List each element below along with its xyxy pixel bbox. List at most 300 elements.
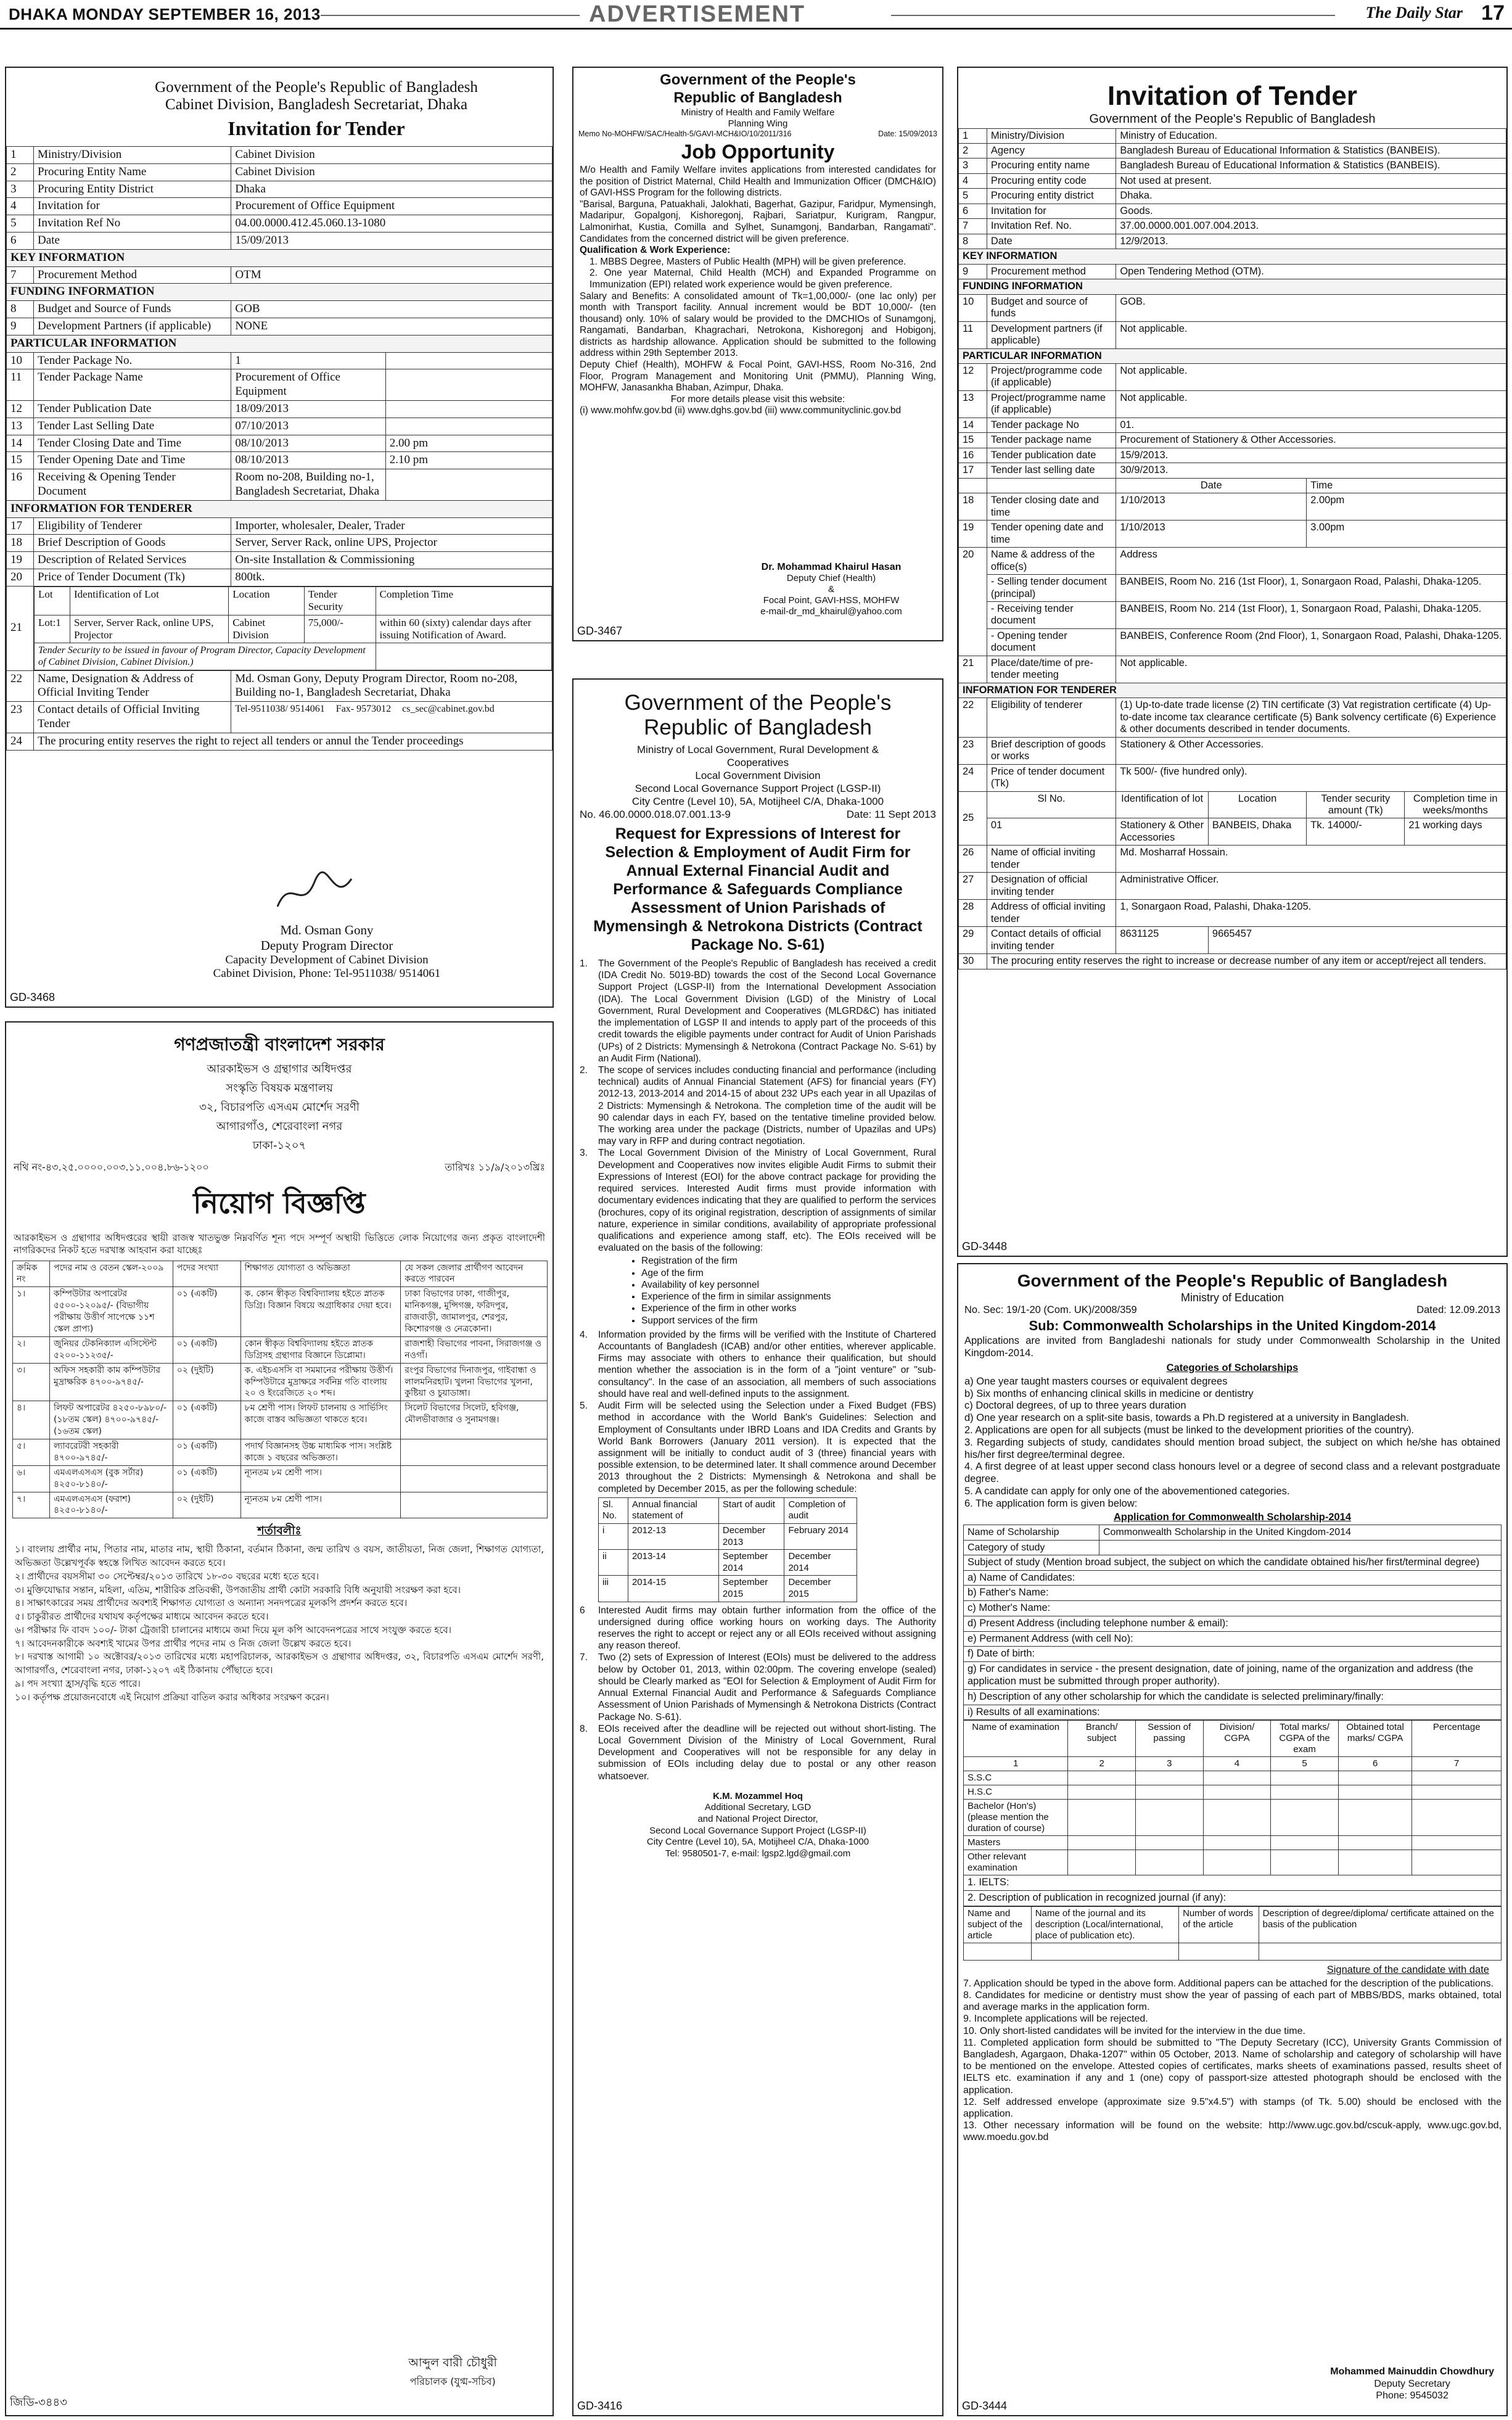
ad2-line5: আগারগাঁও, শেরেবাংলা নগর <box>216 1120 343 1133</box>
table-cell <box>401 1439 548 1465</box>
note-item: 10. Only short-listed candidates will be invited for the interview in the due time. <box>963 2025 1305 2036</box>
ad4-line7: City Centre (Level 10), 5A, Motijheel C/A, Dhaka-1000 <box>631 795 884 807</box>
list-item <box>580 1723 936 1782</box>
table-cell: 14 <box>7 435 34 452</box>
ad6-ministry: Ministry of Education <box>1180 1291 1284 1304</box>
table-cell: Session of passing <box>1135 1721 1203 1757</box>
table-row <box>13 1492 548 1518</box>
table-row <box>959 656 1506 683</box>
table-row <box>964 1540 1502 1555</box>
ad1-sig-org: Capacity Development of Cabinet Division <box>225 953 429 966</box>
newspaper-name: The Daily Star <box>1365 4 1463 22</box>
table-cell: 23 <box>959 737 987 764</box>
ad1-code: GD-3468 <box>10 991 55 1003</box>
table-cell: Budget and Source of Funds <box>34 301 231 318</box>
dateline: DHAKA MONDAY SEPTEMBER 16, 2013 <box>9 5 321 23</box>
table-cell: রংপুর বিভাগের দিনাজপুর, গাইবান্ধা ও লালমনিরহাট। খুলনা বিভাগের খুলনা, কুষ্টিয়া ও চুয়াডাঙ্গা। <box>401 1363 548 1401</box>
table-cell: 9 <box>7 318 34 335</box>
table-cell: Division/ CGPA <box>1203 1721 1271 1757</box>
ad4-sig-title: Additional Secretary, LGD <box>704 1802 811 1813</box>
table-cell: On-site Installation & Commissioning <box>231 552 553 569</box>
table-cell: Procurement Method <box>34 266 231 284</box>
note-item: 12. Self addressed envelope (approximate size 9.5"x4.5") with stamps (of Tk. 5.00) should be enclosed with the application. <box>963 2096 1502 2119</box>
table-cell: ii <box>599 1550 628 1576</box>
table-cell: 21 <box>959 656 987 683</box>
ad5-table <box>958 128 1506 969</box>
table-row <box>13 1287 548 1337</box>
table-cell: 10 <box>7 352 34 369</box>
table-cell: PARTICULAR INFORMATION <box>7 335 553 352</box>
table-row <box>959 219 1506 234</box>
table-row <box>959 791 1506 818</box>
table-cell: Procuring entity district <box>987 189 1116 204</box>
ad-job-opportunity <box>572 67 943 641</box>
contact-item: cs_sec@cabinet.gov.bd <box>402 704 495 715</box>
table-cell: 1 <box>959 128 987 143</box>
table-cell: 24 <box>7 733 34 750</box>
ad6-signature-line: Signature of the candidate with date <box>1326 1964 1489 1976</box>
form-field: a) Name of Candidates: <box>963 1571 1502 1586</box>
empty-cell <box>1338 1771 1412 1785</box>
table-cell: 1/10/2013 <box>1116 493 1307 521</box>
ad1-table <box>6 146 553 751</box>
table-cell <box>385 418 552 435</box>
ad2-sig-name: আব্দুল বারী চৌধুরী <box>408 2356 497 2369</box>
item-text: The Local Government Division of the Ministry of Local Government, Rural Development and Cooperatives now invites eligible Audit Firms to submit their Expressions of Interest (EOI) for the above contract package for providing the required services. Interested Audit firms must provide information with documentary evidences indicating that they are qualified to perform the services (brochures, copy of its original registration, description of assignments of similar nature, experience in similar conditions, availability of appropriate professional qualifications and experience among staff, etc). The EOIs received will be evaluated on the basis of the following: <box>598 1148 936 1254</box>
table-cell: 1 <box>231 352 385 369</box>
table-cell: Tender publication date <box>987 448 1116 463</box>
table-cell: Date <box>1116 478 1307 493</box>
ad3-para3: Salary and Benefits: A consolidated amount of Tk=1,00,000/- (one lac only) per month with Transport facility. Annual increment would be BDT 10,000/- (ten thousand) only. 10% of salary would be provided to the DMCHIOs of Sunamgonj, Rangamati, Bandarban, Khagrachari, Netrokona, Kishoregonj and Hobigonj, districts as hardship allowance. Application should be submitted to the following address within 29th September 2013. <box>580 290 936 359</box>
table-cell: Tender Last Selling Date <box>34 418 231 435</box>
table-row <box>959 418 1506 432</box>
item-text: Interested Audit firms may obtain further information from the office of the undersigned during office working hours on working days. The Authority reserves the right to accept or reject any or all EOIs received without assigning any reason thereof. <box>598 1605 936 1652</box>
table-row <box>959 683 1506 698</box>
ad1-title: Invitation for Tender <box>228 117 405 139</box>
table-cell: ০১ (একটি) <box>173 1439 240 1465</box>
table-cell: 2 <box>1068 1757 1136 1771</box>
table-cell: 24 <box>959 764 987 791</box>
table-cell: সিলেট বিভাগের সিলেট, হবিগঞ্জ, মৌলভীবাজার ও সুনামগঞ্জ। <box>401 1401 548 1439</box>
table-cell <box>401 1465 548 1492</box>
table-cell: 2012-13 <box>628 1524 718 1550</box>
table-cell: Bachelor (Hon's) (please mention the duration of course) <box>964 1800 1068 1836</box>
table-cell: Bangladesh Bureau of Educational Information & Statistics (BANBEIS). <box>1116 158 1506 173</box>
table-cell: 08/10/2013 <box>231 435 385 452</box>
table-cell: Start of audit <box>718 1497 784 1523</box>
table-cell: 7 <box>959 219 987 234</box>
ad4-line1: Government of the People's <box>624 691 892 715</box>
table-cell: Not applicable. <box>1116 390 1506 418</box>
bullet-item: • Age of the firm <box>641 1267 936 1279</box>
term-item: ৫। চাকুরীরত প্রার্থীদের যথাযথ কর্তৃপক্ষের মাধ্যমে আবেদন করতে হবে। <box>15 1611 269 1623</box>
table-row <box>959 548 1506 575</box>
ad2-terms-title: শর্তাবলীঃ <box>257 1524 302 1538</box>
ad1-sig-name: Md. Osman Gony <box>280 923 374 937</box>
ad6-form-title: Application for Commonwealth Scholarship-2014 <box>1113 1511 1352 1523</box>
table-cell: Eligibility of Tenderer <box>34 517 231 535</box>
empty-cell <box>1203 1836 1271 1850</box>
ad4-line3: Ministry of Local Government, Rural Development & <box>636 743 879 755</box>
form-field: Subject of study (Mention broad subject, the subject on which the candidate obtained his/her first/terminal degree) <box>963 1555 1502 1571</box>
form-field: b) Father's Name: <box>963 1586 1502 1601</box>
table-row <box>959 764 1506 791</box>
rule-item: 6. The application form is given below: <box>964 1497 1138 1509</box>
table-cell: 37.00.0000.001.007.004.2013. <box>1116 219 1506 234</box>
ad4-date: Date: 11 Sept 2013 <box>846 808 936 820</box>
table-cell: Stationery & Other Accessories <box>1116 818 1209 846</box>
table-cell: Procurement of Office Equipment <box>231 198 553 215</box>
table-cell: H.S.C <box>964 1785 1068 1800</box>
ad3-title: Job Opportunity <box>681 140 835 163</box>
table-cell: Sl. No. <box>599 1497 628 1523</box>
ad3-line2: Republic of Bangladesh <box>673 89 842 106</box>
table-cell: NONE <box>231 318 553 335</box>
empty-cell <box>1338 1800 1412 1836</box>
term-item: ৮। দরখাস্ত আগামী ১০ অক্টোবর/২০১৩ তারিখের মধ্যে মহাপরিচালক, আরকাইভস ও গ্রন্থাগার অধিদপ্তর, ৩২, বিচারপতি এসএম মোর্শেদ সরণী, আগারগাঁও, শেরেবাংলা নগর, ঢাকা-১২০৭ এই ঠিকানায় পৌঁছাতে হবে। <box>15 1651 544 1676</box>
table-cell: 2 <box>7 163 34 181</box>
ad2-terms <box>6 1542 553 1705</box>
ad4-bullets <box>598 1254 942 1328</box>
rule-item: 4. A first degree of at least upper second class honours level or a degree of second class and a relevant postgraduate degree. <box>964 1461 1500 1485</box>
table-cell: - Opening tender document <box>987 628 1116 656</box>
table-cell: INFORMATION FOR TENDERER <box>7 500 553 517</box>
table-cell: Address of official inviting tender <box>987 900 1116 927</box>
note-item: 11. Completed application form should be submitted to "The Deputy Secretary (ICC), University Grants Commission of Bangladesh, Agargaon, Dhaka-1207" within 05 October, 2013. Name of scholarship and category of scholarship will have to be mentioned on the envelope. Attested copies of certificates, marks sheets of examinations passed, results sheet of IELTS etc. examination if any and 1 (one) copy of passport-size attested photograph should be enclosed with the application. <box>963 2037 1502 2096</box>
page-number: 17 <box>1481 1 1505 25</box>
bullet-item: • Availability of key personnel <box>641 1279 936 1291</box>
table-cell: Price of Tender Document (Tk) <box>34 569 231 586</box>
table-cell: 6 <box>1338 1757 1412 1771</box>
table-row <box>959 628 1506 656</box>
table-cell: The procuring entity reserves the right to increase or decrease number of any item or accept/reject all tenders. <box>987 954 1506 969</box>
bullet-item: • Experience of the firm in other works <box>641 1303 936 1314</box>
table-cell <box>385 369 552 401</box>
ad2-memo: নথি নং-৪৩.২৫.০০০০.০০৩.১১.০০৪.৮৬-১২০০ <box>14 1161 209 1173</box>
table-cell: ৫। <box>13 1439 50 1465</box>
table-cell <box>385 400 552 418</box>
table-cell: Name and subject of the article <box>964 1907 1032 1943</box>
table-cell: PARTICULAR INFORMATION <box>959 348 1506 363</box>
table-cell: ক. এইচএসসি বা সমমানের পরীক্ষায় উত্তীর্ণ। কম্পিউটারে মুদ্রাক্ষরে সর্বনিম্ন গতি বাংলায় ২০ ও ইংরেজিতে ২০ শব্দ। <box>240 1363 401 1401</box>
table-cell: Tender Security <box>304 586 376 615</box>
table-cell: Date <box>34 232 231 249</box>
list-item <box>580 1064 936 1148</box>
table-cell: Sl No. <box>987 791 1116 818</box>
term-item: ২। প্রার্থীদের বয়সসীমা ৩০ সেপ্টেম্বর/২০১৩ তারিখে ১৮-৩০ বছরের মধ্যে হতে হবে। <box>15 1570 319 1582</box>
ad3-sig-focal: Focal Point, GAVI-HSS, MOHFW <box>763 595 900 606</box>
table-cell: Procurement method <box>987 264 1116 279</box>
table-row <box>7 215 553 233</box>
table-cell: 13 <box>959 390 987 418</box>
table-cell: 12/9/2013. <box>1116 234 1506 249</box>
table-cell: 18 <box>7 535 34 552</box>
form-field: h) Description of any other scholarship for which the candidate is selected preliminary/finally: <box>963 1690 1502 1705</box>
table-cell: INFORMATION FOR TENDERER <box>959 683 1506 698</box>
table-cell: 6 <box>959 204 987 218</box>
ad2-sig-title: পরিচালক (যুগ্ম-সচিব) <box>409 2376 496 2387</box>
table-cell: Name & address of the office(s) <box>987 548 1116 575</box>
table-cell: Open Tendering Method (OTM). <box>1116 264 1506 279</box>
table-cell: iii <box>599 1576 628 1602</box>
table-cell: Price of tender document (Tk) <box>987 764 1116 791</box>
item-number: 3. <box>580 1148 588 1159</box>
table-cell: পদের নাম ও বেতন স্কেল-২০০৯ <box>49 1261 173 1287</box>
empty-cell <box>1203 1800 1271 1836</box>
ad4-signature <box>573 1791 942 1860</box>
table-cell: 8 <box>959 234 987 249</box>
table-cell: কম্পিউটার অপারেটর ৫৫০০-১২০৯৫/- (বিভাগীয় পরীক্ষায় উত্তীর্ণ সাপেক্ষে ১১শ স্কেল প্রাপ্য) <box>49 1287 173 1337</box>
table-cell: Goods. <box>1116 204 1506 218</box>
table-cell: 2014-15 <box>628 1576 718 1602</box>
table-cell: ক. কোন স্বীকৃত বিশ্ববিদ্যালয় হইতে স্নাতক ডিগ্রি। বিজ্ঞান বিষয়ে অগ্রাধিকার দেয়া হবে। <box>240 1287 401 1337</box>
table-cell: GOB. <box>1116 294 1506 321</box>
table-cell: 8 <box>7 301 34 318</box>
table-cell: 2013-14 <box>628 1550 718 1576</box>
ad6-sig-phone: Phone: 9545032 <box>1376 2390 1448 2401</box>
ad2-intro: আরকাইভস ও গ্রন্থাগার অধিদপ্তরের স্থায়ী রাজস্ব খাতভুক্ত নিম্নবর্ণিত শূন্য পদে সম্পূর্ণ অস্থায়ী ভিত্তিতে লোক নিয়োগের জন্য প্রকৃত বাংলাদেশী নাগরিকদের নিকট হতে দরখাস্ত আহবান করা যাচ্ছেঃ <box>14 1232 545 1256</box>
item-number: 5. <box>580 1401 588 1412</box>
table-cell: 16 <box>959 448 987 463</box>
contact-item: Tel-9511038/ 9514061 <box>235 704 325 715</box>
table-cell: Tender package No <box>987 418 1116 432</box>
ad6-ielts: 1. IELTS: <box>963 1875 1502 1891</box>
table-cell: শিক্ষাগত যোগ্যতা ও অভিজ্ঞতা <box>240 1261 401 1287</box>
table-cell: 800tk. <box>231 569 553 586</box>
header-rule <box>321 15 580 16</box>
table-cell: Tender opening date and time <box>987 521 1116 548</box>
table-row <box>13 1363 548 1401</box>
empty-cell <box>1412 1800 1502 1836</box>
ad4-title: Request for Expressions of Interest for Selection & Employment of Audit Firm for Annual External Financial Audit and Performance & Safeguards Compliance Assessment of Union Parishads of Mymensingh & Netrokona Districts (Contract Package No. S-61) <box>593 825 922 953</box>
table-cell: 12 <box>7 400 34 418</box>
table-cell: December 2014 <box>784 1550 857 1576</box>
ad2-line3: সংস্কৃতি বিষয়ক মন্ত্রণালয় <box>226 1082 333 1095</box>
empty-cell <box>1135 1836 1203 1850</box>
table-cell: Name of official inviting tender <box>987 846 1116 873</box>
table-cell: Name, Designation & Address of Official Inviting Tender <box>34 670 231 702</box>
ad1-sig-title: Deputy Program Director <box>260 938 393 953</box>
table-cell: 19 <box>7 552 34 569</box>
table-cell: Cabinet Division <box>231 163 553 181</box>
table-cell: 18 <box>959 493 987 521</box>
table-cell: Name of the journal and its description (Local/international, place of publication etc). <box>1031 1907 1178 1943</box>
table-row <box>7 400 553 418</box>
table-row <box>7 232 553 249</box>
table-cell: Brief description of goods or works <box>987 737 1116 764</box>
form-field: i) Results of all examinations: <box>963 1705 1502 1721</box>
table-row <box>959 846 1506 873</box>
table-cell: 14 <box>959 418 987 432</box>
table-cell: Project/programme name (if applicable) <box>987 390 1116 418</box>
table-cell: FUNDING INFORMATION <box>959 279 1506 294</box>
ad1-sig-phone: Cabinet Division, Phone: Tel-9511038/ 9514061 <box>213 967 441 980</box>
table-cell: S.S.C <box>964 1771 1068 1785</box>
table-row <box>959 873 1506 900</box>
term-item: ১০। কর্তৃপক্ষ প্রয়োজনবোধে এই নিয়োগ প্রক্রিয়া বাতিল করার অধিকার সংরক্ষণ করেন। <box>15 1691 329 1703</box>
empty-cell <box>1135 1850 1203 1875</box>
table-cell: September 2015 <box>718 1576 784 1602</box>
ad6-intro: Applications are invited from Bangladeshi nationals for study under Commonwealth Scholarship in the United Kingdom-2014. <box>964 1335 1500 1359</box>
table-cell: 12 <box>959 364 987 391</box>
table-cell: 21 <box>7 586 34 670</box>
table-cell: 19 <box>959 521 987 548</box>
contact-cell <box>231 702 553 733</box>
table-row <box>7 469 553 501</box>
table-cell: Server, Server Rack, online UPS, Projector <box>231 535 553 552</box>
table-cell: (1) Up-to-date trade license (2) TIN certificate (3) Vat registration certificate (4) Up-to-date income tax clearance certificate (5) Bank solvency certificate (6) Experience & other documents described in tender documents. <box>1116 698 1506 737</box>
table-cell: 23 <box>7 702 34 733</box>
table-cell: February 2014 <box>784 1524 857 1550</box>
table-row <box>959 818 1506 846</box>
table-cell: Percentage <box>1412 1721 1502 1757</box>
table-cell: Procurement of Stationery & Other Accessories. <box>1116 433 1506 448</box>
empty-cell <box>1412 1850 1502 1875</box>
empty-cell <box>1203 1785 1271 1800</box>
table-cell: 1 <box>7 147 34 164</box>
table-cell: Location <box>1208 791 1306 818</box>
table-cell: September 2014 <box>718 1550 784 1576</box>
item-number: 7. <box>580 1652 588 1663</box>
table-row <box>959 448 1506 463</box>
table-cell: Tender Publication Date <box>34 400 231 418</box>
table-cell: 20 <box>959 548 987 656</box>
bullet-item: • Support services of the firm <box>641 1315 936 1327</box>
empty-cell <box>1135 1771 1203 1785</box>
rule-item: 3. Regarding subjects of study, candidates should mention broad subject, the subject on which he/she has obtained his/her first degree/terminal degree. <box>964 1436 1500 1460</box>
table-cell: BANBEIS, Room No. 214 (1st Floor), 1, Sonargaon Road, Palashi, Dhaka-1205. <box>1116 601 1506 628</box>
table-cell: Md. Osman Gony, Deputy Program Director, Room no-208, Building no-1, Bangladesh Secretariat, Dhaka <box>231 670 553 702</box>
table-row <box>7 435 553 452</box>
empty-cell <box>1271 1800 1339 1836</box>
table-row <box>959 249 1506 264</box>
ad6-publication-table <box>963 1906 1502 1961</box>
table-cell: 07/10/2013 <box>231 418 385 435</box>
item-number: 4. <box>580 1329 588 1340</box>
table-row <box>959 321 1506 348</box>
table-cell: ১। <box>13 1287 50 1337</box>
table-cell: Receiving & Opening Tender Document <box>34 469 231 501</box>
table-cell: within 60 (sixty) calendar days after issuing Notification of Award. <box>376 615 551 643</box>
table-cell: - Selling tender document (principal) <box>987 575 1116 602</box>
ad3-para6: (i) www.mohfw.gov.bd (ii) www.dghs.gov.bd (iii) www.communityclinic.gov.bd <box>580 405 902 416</box>
table-cell: KEY INFORMATION <box>959 249 1506 264</box>
table-cell: Invitation for <box>34 198 231 215</box>
table-cell: Place/date/time of pre-tender meeting <box>987 656 1116 683</box>
ad-bangla-recruitment <box>5 1021 554 2416</box>
table-cell: Importer, wholesaler, Dealer, Trader <box>231 517 553 535</box>
table-cell: 20 <box>7 569 34 586</box>
table-cell: ৪। <box>13 1401 50 1439</box>
empty-cell <box>1068 1800 1136 1836</box>
list-item <box>580 1400 936 1495</box>
empty-cell <box>1271 1850 1339 1875</box>
form-field: d) Present Address (including telephone number & email): <box>963 1616 1502 1632</box>
table-cell: Not used at present. <box>1116 173 1506 188</box>
table-row <box>959 575 1506 602</box>
table-cell: 15 <box>7 452 34 469</box>
table-cell: 1 <box>964 1757 1068 1771</box>
table-row <box>7 552 553 569</box>
table-cell: 9665457 <box>1208 927 1506 954</box>
ad4-line6: Second Local Governance Support Project (LGSP-II) <box>635 782 881 794</box>
form-field: g) For candidates in service - the present designation, date of joining, name of the organization and address (the application must be submitted through proper authority). <box>963 1662 1502 1690</box>
term-item: ৭। আবেদনকারীকে অবশ্যই খামের উপর প্রার্থীর পদের নাম ও নিজ জেলা উল্লেখ করতে হবে। <box>15 1637 351 1649</box>
ad6-memo: No. Sec: 19/1-20 (Com. UK)/2008/359 <box>964 1304 1137 1316</box>
table-cell: Tender Security to be issued in favour of Program Director, Capacity Development of Cabinet Division, Cabinet Division.) <box>35 643 376 670</box>
table-cell: Agency <box>987 143 1116 158</box>
table-row <box>959 390 1506 418</box>
table-cell: রাজশাহী বিভাগের পাবনা, সিরাজগঞ্জ ও নওগাঁ। <box>401 1336 548 1363</box>
table-row <box>599 1550 857 1576</box>
table-cell: 25 <box>959 791 987 846</box>
table-cell: 10 <box>959 294 987 321</box>
ad3-date: Date: 15/09/2013 <box>878 129 937 138</box>
table-cell: ০১ (একটি) <box>173 1465 240 1492</box>
table-cell: Cabinet Division <box>229 615 305 643</box>
table-cell: FUNDING INFORMATION <box>7 284 553 301</box>
table-cell: 8631125 <box>1116 927 1209 954</box>
form-field: e) Permanent Address (with cell No): <box>963 1632 1502 1647</box>
table-cell: Invitation Ref. No. <box>987 219 1116 234</box>
ad5-title: Invitation of Tender <box>1107 81 1357 111</box>
table-cell: Not applicable. <box>1116 321 1506 348</box>
table-cell: Invitation for <box>987 204 1116 218</box>
table-row <box>35 643 552 670</box>
table-cell: Commonwealth Scholarship in the United Kingdom-2014 <box>1099 1525 1502 1540</box>
list-item <box>580 1329 936 1400</box>
table-cell: 22 <box>959 698 987 737</box>
ad4-items2 <box>573 1329 942 1495</box>
ad3-para5: For more details please visit this website: <box>670 393 845 405</box>
table-cell: 1, Sonargaon Road, Palashi, Dhaka-1205. <box>1116 900 1506 927</box>
ad4-line2: Republic of Bangladesh <box>644 715 872 740</box>
table-cell: Masters <box>964 1836 1068 1850</box>
table-cell: Completion of audit <box>784 1497 857 1523</box>
empty-cell <box>1068 1836 1136 1850</box>
table-cell: 6 <box>7 232 34 249</box>
table-cell: অফিস সহকারী কাম কম্পিউটার মুদ্রাক্ষরিক ৪৭০০-৯৭৪৫/- <box>49 1363 173 1401</box>
form-field: f) Date of birth: <box>963 1647 1502 1662</box>
table-cell: 7 <box>1412 1757 1502 1771</box>
note-item: 8. Candidates for medicine or dentistry must show the year of passing of each part of MBBS/BDS, marks obtained, total and average marks in the application form. <box>963 1990 1502 2013</box>
table-cell: Procuring entity code <box>987 173 1116 188</box>
table-cell: 26 <box>959 846 987 873</box>
table-cell: Tender package name <box>987 433 1116 448</box>
ad6-title: Government of the People's Republic of Bangladesh <box>1017 1271 1448 1290</box>
ad3-qual2: 2. One year Maternal, Child Health (MCH) and Expanded Programme on Immunization (EPI) related work experience would be given preference. <box>590 268 936 290</box>
table-cell: Location <box>229 586 305 615</box>
ad3-para4: Deputy Chief (Health), MOHFW & Focal Point, GAVI-HSS, Room No-316, 2nd Floor, Program Management and Monitoring Unit (PMMU), Planning Wing, MOHFW, Janasankha Bhaban, Azimpur, Dhaka. <box>580 360 936 393</box>
table-cell: Bangladesh Bureau of Educational Information & Statistics (BANBEIS). <box>1116 143 1506 158</box>
table-row <box>7 249 553 266</box>
table-cell: Tender security amount (Tk) <box>1307 791 1405 818</box>
table-row <box>964 1836 1502 1850</box>
table-cell: 30 <box>959 954 987 969</box>
table-cell: 4 <box>1203 1757 1271 1771</box>
table-row <box>959 463 1506 478</box>
table-cell: Server, Server Rack, online UPS, Projector <box>70 615 229 643</box>
table-row <box>959 128 1506 143</box>
item-number: 8. <box>580 1723 588 1734</box>
ad-eoi-audit-firm <box>572 678 943 2416</box>
category-item: c) Doctoral degrees, of up to three years duration <box>964 1400 1186 1412</box>
table-row <box>13 1465 548 1492</box>
table-cell: ০১ (একটি) <box>173 1401 240 1439</box>
category-item: d) One year research on a split-site basis, towards a Ph.D registered at a university in Bangladesh. <box>964 1412 1409 1424</box>
page-header <box>0 0 1512 30</box>
table-row <box>964 1771 1502 1785</box>
